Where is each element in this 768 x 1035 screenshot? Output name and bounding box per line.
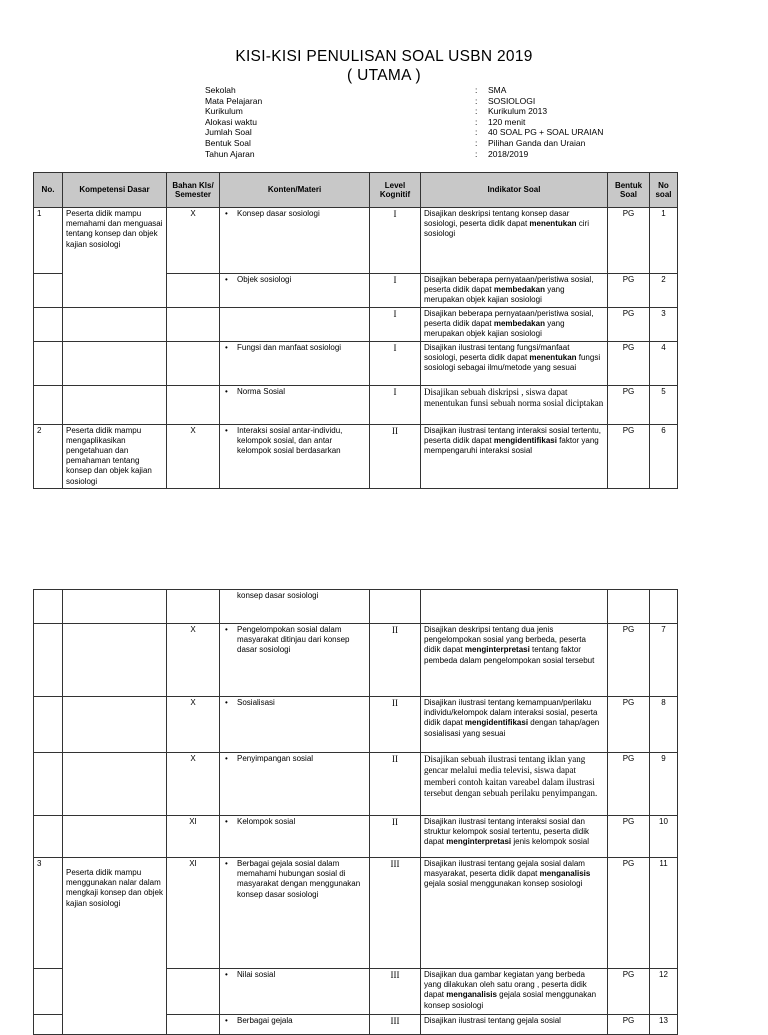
cell-kd: Peserta didik mampu menggunakan nalar dalam mengkaji konsep dan objek kajian sosiologi [63,858,167,1035]
konten-bullet: • Nilai sosial [223,970,366,980]
cell-bentuk: PG [608,341,650,385]
info-label: Jumlah Soal [205,127,252,138]
konten-continuation: konsep dasar sosiologi [237,591,319,600]
header-level: Level Kognitif [370,173,421,208]
cell-kd [63,385,167,424]
cell-no-soal: 2 [650,274,678,308]
cell-konten [220,308,370,342]
cell-no: 1 [34,208,63,274]
cell-bahan: X [167,208,220,274]
cell-level: II [370,753,421,816]
cell-level: II [370,624,421,697]
cell-no: 3 [34,858,63,969]
cell-no-soal: 6 [650,424,678,488]
table-row [34,624,678,697]
cell-bahan [167,308,220,342]
table-row [34,424,678,488]
cell-konten [220,208,370,274]
table-row [34,590,678,624]
cell-no-soal: 3 [650,308,678,342]
cell-level: I [370,274,421,308]
info-value: 40 SOAL PG + SOAL URAIAN [488,127,604,138]
cell-bentuk: PG [608,385,650,424]
cell-indikator: Disajikan deskripsi tentang dua jenis pengelompokan sosial yang berbeda, peserta didik dapat menginterpretasi tentang faktor pembeda dalam pengelompokan sosial tersebut [421,624,608,697]
cell-level: III [370,1015,421,1035]
cell-konten [220,753,370,816]
cell-bahan [167,385,220,424]
cell-bahan [167,274,220,308]
konten-bullet: • Interaksi sosial antar-individu, kelompok sosial, dan antar kelompok sosial berdasarkan [223,426,366,457]
cell-bahan [167,341,220,385]
cell-no-soal: 8 [650,697,678,753]
cell-bahan: X [167,624,220,697]
info-label: Kurikulum [205,106,243,117]
cell-level: I [370,341,421,385]
kisi-table-page-1 [33,172,678,489]
cell-no [34,308,63,342]
info-label: Tahun Ajaran [205,148,255,159]
cell-bahan [167,969,220,1015]
konten-bullet: • Fungsi dan manfaat sosiologi [223,343,366,353]
cell-no [34,624,63,697]
cell-kd [63,816,167,858]
cell-bahan: X [167,753,220,816]
cell-bentuk: PG [608,274,650,308]
cell-no-soal: 5 [650,385,678,424]
info-value: 120 menit [488,116,526,127]
cell-no [34,385,63,424]
cell-indikator: Disajikan ilustrasi tentang gejala sosial [421,1015,608,1035]
cell-bentuk: PG [608,308,650,342]
konten-bullet: • Berbagai gejala [223,1016,366,1026]
cell-indikator: Disajikan ilustrasi tentang interaksi sosial dan struktur kelompok sosial tertentu, peserta didik dapat menginterpretasi jenis kelompok sosial [421,816,608,858]
kisi-table-page-2 [33,589,678,1035]
cell-kd [63,590,167,624]
cell-no [34,341,63,385]
info-value: SMA [488,85,507,95]
cell-bentuk: PG [608,697,650,753]
cell-konten [220,1015,370,1035]
header-kompetensi-dasar: Kompetensi Dasar [63,173,167,208]
cell-konten [220,424,370,488]
cell-bentuk: PG [608,816,650,858]
header-no-soal: No soal [650,173,678,208]
cell-no [34,697,63,753]
cell-indikator: Disajikan ilustrasi tentang fungsi/manfaat sosiologi, peserta didik dapat menentukan fungsi sosiologi sebagai ilmu/metode yang sesuai [421,341,608,385]
cell-indikator: Disajikan sebuah ilustrasi tentang iklan yang gencar melalui media televisi, siswa dapat memberi contoh kaitan vareabel dalam ilustrasi tersebut dengan sebuah perilaku penyimpangan. [421,753,608,816]
cell-bentuk: PG [608,624,650,697]
table-row [34,816,678,858]
cell-bahan [167,1015,220,1035]
cell-indikator: Disajikan beberapa pernyataan/peristiwa sosial, peserta didik dapat membedakan yang merupakan objek kajian sosiologi [421,274,608,308]
cell-no [34,969,63,1015]
document-title [0,47,768,85]
cell-no-soal: 7 [650,624,678,697]
info-value: Pilihan Ganda dan Uraian [488,137,586,148]
cell-no [34,1015,63,1035]
konten-bullet: • Berbagai gejala sosial dalam memahami hubungan sosial di masyarakat dengan menggunakan konsep dasar sosiologi [223,859,366,900]
konten-bullet: • Norma Sosial [223,387,366,397]
konten-bullet: • Sosialisasi [223,698,366,708]
cell-no [34,590,63,624]
cell-bahan: XI [167,816,220,858]
cell-no: 2 [34,424,63,488]
cell-konten [220,816,370,858]
table-row [34,208,678,274]
cell-konten [220,858,370,969]
table-row [34,858,678,969]
cell-level: II [370,816,421,858]
cell-kd [63,753,167,816]
table-row [34,341,678,385]
cell-bahan: X [167,424,220,488]
cell-no-soal: 10 [650,816,678,858]
info-label: Alokasi waktu [205,116,257,127]
cell-bentuk: PG [608,969,650,1015]
cell-konten [220,969,370,1015]
cell-level: II [370,697,421,753]
cell-bentuk: PG [608,753,650,816]
cell-indikator: Disajikan ilustrasi tentang interaksi sosial tertentu, peserta didik dapat mengidentifikasi faktor yang mempengaruhi interaksi sosial [421,424,608,488]
info-label: Sekolah [205,85,236,95]
konten-bullet: • Penyimpangan sosial [223,754,366,764]
konten-bullet: • Kelompok sosial [223,817,366,827]
cell-indikator: Disajikan beberapa pernyataan/peristiwa sosial, peserta didik dapat membedakan yang merupakan objek kajian sosiologi [421,308,608,342]
cell-kd [63,341,167,385]
table-row [34,308,678,342]
konten-bullet: • Objek sosiologi [223,275,366,285]
cell-indikator: Disajikan ilustrasi tentang gejala sosial dalam masyarakat, peserta didik dapat menganalisis gejala sosial menggunakan konsep sosiologi [421,858,608,969]
cell-no-soal: 1 [650,208,678,274]
cell-bentuk: PG [608,1015,650,1035]
table-header-row [34,173,678,208]
cell-level: III [370,969,421,1015]
cell-konten [220,341,370,385]
cell-no [34,274,63,308]
cell-level [370,590,421,624]
cell-konten [220,274,370,308]
cell-level: I [370,385,421,424]
cell-no-soal [650,590,678,624]
cell-level: I [370,208,421,274]
info-value: SOSIOLOGI [488,95,536,106]
title-line-2: ( UTAMA ) [347,67,421,84]
cell-indikator: Disajikan ilustrasi tentang kemampuan/perilaku individu/kelompok dalam interaksi sosial, peserta didik dapat mengidentifikasi dengan tahap/agen sosialisasi yang sesuai [421,697,608,753]
cell-indikator: Disajikan deskripsi tentang konsep dasar sosiologi, peserta didik dapat menentukan ciri sosiologi [421,208,608,274]
header-no: No. [34,173,63,208]
cell-no-soal: 4 [650,341,678,385]
cell-bahan [167,590,220,624]
cell-konten [220,624,370,697]
cell-bentuk: PG [608,424,650,488]
header-indikator: Indikator Soal [421,173,608,208]
info-value: Kurikulum 2013 [488,106,548,117]
title-line-1: KISI-KISI PENULISAN SOAL USBN 2019 [235,48,533,65]
header-bahan: Bahan Kls/ Semester [167,173,220,208]
header-bentuk: Bentuk Soal [608,173,650,208]
cell-indikator: Disajikan dua gambar kegiatan yang berbeda yang dilakukan oleh satu orang , peserta didik dapat menganalisis gejala sosial menggunakan konsep sosiologi [421,969,608,1015]
cell-kd: Peserta didik mampu mengaplikasikan pengetahuan dan pemahaman tentang konsep dan objek kajian sosiologi [63,424,167,488]
konten-bullet: • Pengelompokan sosial dalam masyarakat ditinjau dari konsep dasar sosiologi [223,625,366,656]
cell-no-soal: 12 [650,969,678,1015]
cell-no-soal: 11 [650,858,678,969]
cell-indikator: Disajikan sebuah diskripsi , siswa dapat menentukan funsi sebuah norma sosial diciptakan [421,385,608,424]
table-row [34,385,678,424]
cell-kd: Peserta didik mampu memahami dan menguasai tentang konsep dan objek kajian sosiologi [63,208,167,308]
header-konten: Konten/Materi [220,173,370,208]
cell-konten [220,385,370,424]
cell-bahan: X [167,697,220,753]
cell-no [34,816,63,858]
table-row [34,753,678,816]
info-label: Bentuk Soal [205,137,251,148]
cell-level: III [370,858,421,969]
cell-kd [63,308,167,342]
cell-level: II [370,424,421,488]
cell-kd [63,697,167,753]
cell-no-soal: 13 [650,1015,678,1035]
konten-bullet: • Konsep dasar sosiologi [223,209,366,219]
table-row [34,697,678,753]
info-value: 2018/2019 [488,148,529,159]
cell-kd [63,624,167,697]
cell-bentuk [608,590,650,624]
cell-bentuk: PG [608,858,650,969]
cell-no [34,753,63,816]
cell-indikator [421,590,608,624]
info-label: Mata Pelajaran [205,95,263,106]
cell-level: I [370,308,421,342]
cell-bahan: XI [167,858,220,969]
cell-konten [220,697,370,753]
cell-no-soal: 9 [650,753,678,816]
cell-bentuk: PG [608,208,650,274]
cell-konten [220,590,370,624]
